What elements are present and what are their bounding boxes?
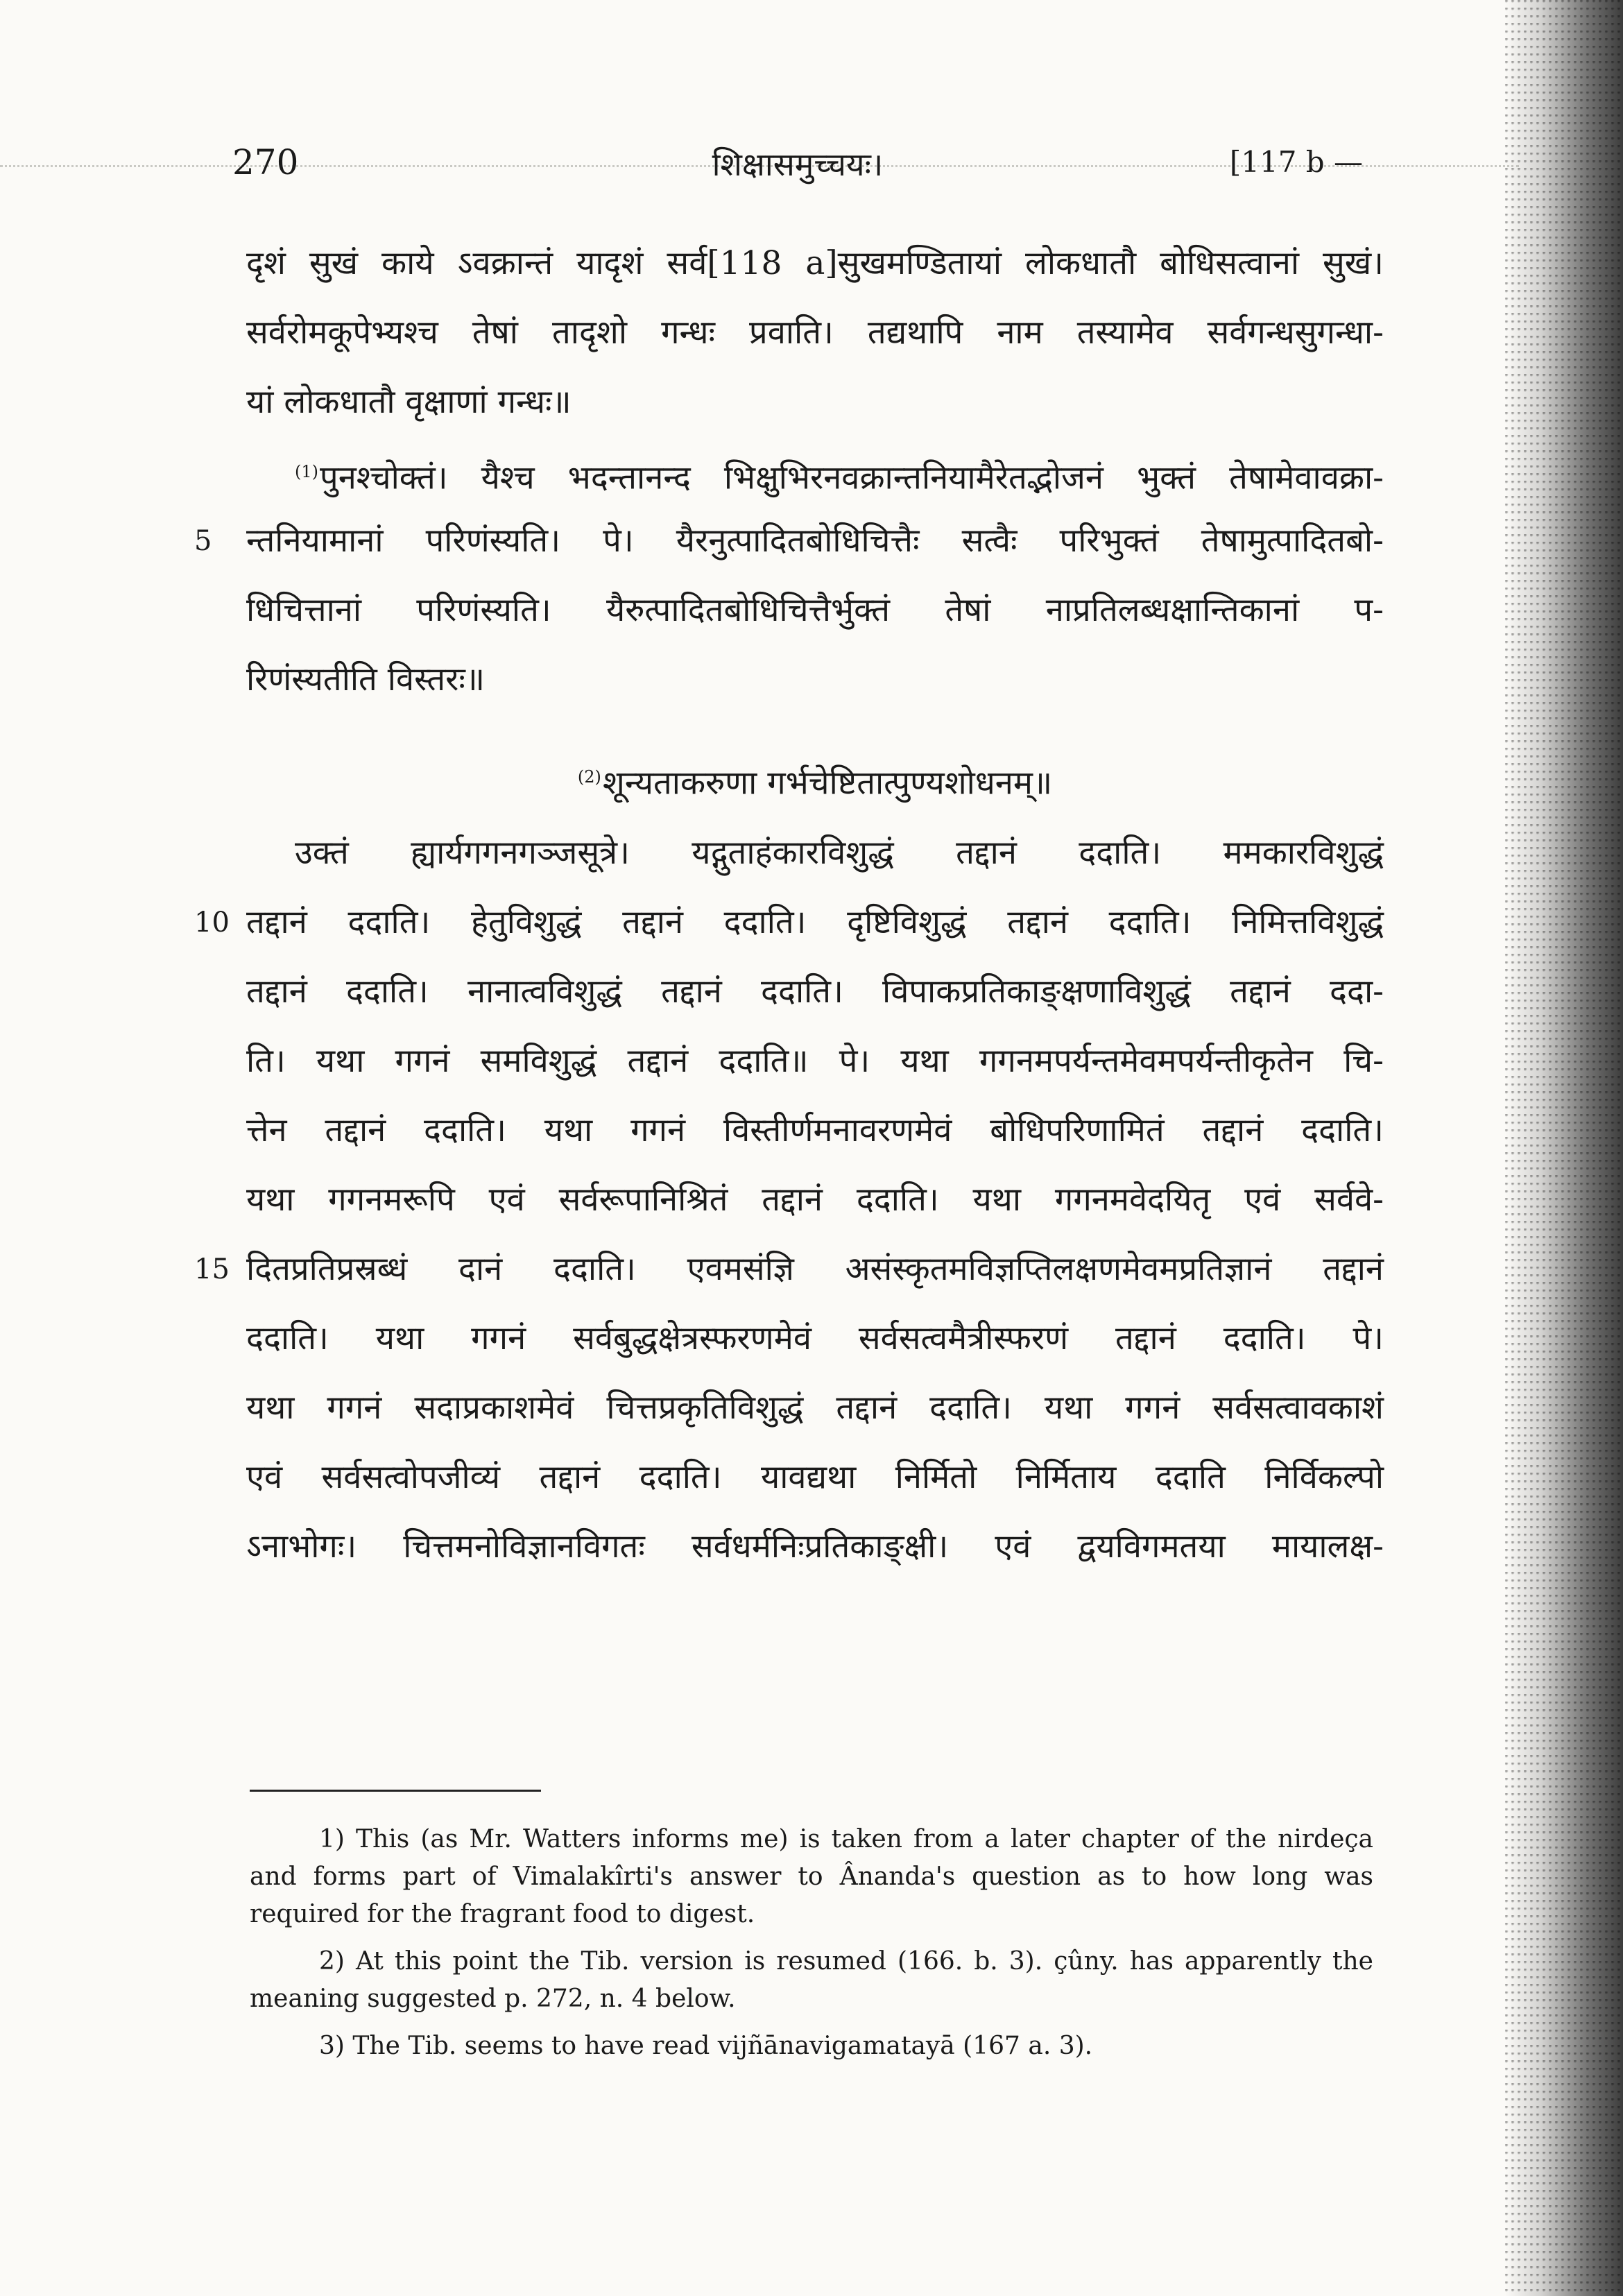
text-line — [246, 229, 1384, 298]
footnote-marker: (2) — [577, 767, 601, 787]
line-text: यथा गगनं सदाप्रकाशमेवं चित्तप्रकृतिविशुद्धं तद्दानं ददाति। यथा गगनं सर्वसत्वावकाशं — [246, 1389, 1384, 1427]
line-text: तद्दानं ददाति। हेतुविशुद्धं तद्दानं ददाति। दृष्टिविशुद्धं तद्दानं ददाति। निमित्तविशुद्धं — [246, 903, 1384, 941]
footnotes — [250, 1821, 1373, 2075]
text-line — [246, 576, 1384, 645]
line-number: 15 — [194, 1253, 230, 1285]
line-text: शून्यताकरुणा गर्भचेष्टितात्पुण्यशोधनम्॥ — [602, 764, 1053, 803]
text-line — [246, 437, 1384, 506]
section-gap — [246, 714, 1384, 735]
footnote-marker: (1) — [295, 462, 318, 481]
line-text: एवं सर्वसत्वोपजीव्यं तद्दानं ददाति। यावद्यथा निर्मितो निर्मिताय ददाति निर्विकल्पो — [246, 1458, 1384, 1496]
line-text: दृशं सुखं काये ऽवक्रान्तं यादृशं सर्व[118 a]सुखमण्डितायां लोकधातौ बोधिसत्वानां सुखं। — [246, 244, 1384, 282]
text-line — [246, 819, 1384, 888]
footnote: 2) At this point the Tib. version is resumed (166. b. 3). çûny. has apparently the meaning suggested p. 272, n. 4 below. — [250, 1947, 1373, 2013]
text-line — [246, 1512, 1384, 1582]
line-text: यां लोकधातौ वृक्षाणां गन्धः॥ — [246, 383, 572, 421]
text-line — [194, 506, 1384, 576]
text-line — [246, 1304, 1384, 1373]
text-line — [246, 1373, 1384, 1443]
text-line — [194, 1235, 1384, 1304]
text-line — [246, 298, 1384, 368]
line-text: रिणंस्यतीति विस्तरः॥ — [246, 660, 486, 699]
line-text: पुनश्चोक्तं। यैश्च भदन्तानन्द भिक्षुभिरनवक्रान्तनियामैरेतद्भोजनं भुक्तं तेषामेवावक्रा- — [320, 459, 1384, 497]
page-header — [232, 142, 1363, 191]
line-text: ददाति। यथा गगनं सर्वबुद्धक्षेत्रस्फरणमेवं सर्वसत्वमैत्रीस्फरणं तद्दानं ददाति। पे। — [246, 1319, 1384, 1357]
scan-edge-shadow — [1505, 0, 1623, 2296]
footnote-divider — [250, 1790, 541, 1792]
text-line — [246, 645, 1384, 714]
line-text: दितप्रतिप्रस्रब्धं दानं ददाति। एवमसंज्ञि असंस्कृतमविज्ञप्तिलक्षणमेवमप्रतिज्ञानं तद्दानं — [246, 1250, 1384, 1288]
footnote: 1) This (as Mr. Watters informs me) is taken from a later chapter of the nirdeça and forms part of Vimalakîrti's answer to Ânanda's question as to how long was required for the fragrant food to digest. — [250, 1825, 1373, 1928]
footnote: 3) The Tib. seems to have read vijñānavigamatayā (167 a. 3). — [319, 2032, 1093, 2060]
section-heading — [246, 735, 1384, 819]
line-number: 10 — [194, 907, 230, 939]
running-head: शिक्षासमुच्चयः। — [712, 146, 884, 183]
page-number: 270 — [232, 142, 299, 182]
line-text: तद्दानं ददाति। नानात्वविशुद्धं तद्दानं ददाति। विपाकप्रतिकाङ्क्षणाविशुद्धं तद्दानं ददा- — [246, 973, 1384, 1011]
text-line — [194, 888, 1384, 957]
text-line — [246, 1165, 1384, 1235]
line-number: 5 — [194, 525, 212, 557]
line-text: न्तनियामानां परिणंस्यति। पे। यैरनुत्पादितबोधिचित्तैः सत्वैः परिभुक्तं तेषामुत्पादितबो- — [246, 522, 1384, 560]
text-line — [246, 1443, 1384, 1512]
folio-reference: [117 b — — [1229, 145, 1363, 179]
text-line — [246, 368, 1384, 437]
text-line — [246, 1096, 1384, 1165]
main-text — [194, 229, 1384, 1582]
line-text: ऽनाभोगः। चित्तमनोविज्ञानविगतः सर्वधर्मनिःप्रतिकाङ्क्षी। एवं द्वयविगमतया मायालक्ष- — [246, 1527, 1384, 1566]
text-line — [246, 957, 1384, 1027]
line-text: धिचित्तानां परिणंस्यति। यैरुत्पादितबोधिचित्तैर्भुक्तं तेषां नाप्रतिलब्धक्षान्तिकानां प- — [246, 591, 1384, 629]
line-text: यथा गगनमरूपि एवं सर्वरूपानिश्रितं तद्दानं ददाति। यथा गगनमवेदयितृ एवं सर्ववे- — [246, 1181, 1384, 1219]
line-text: सर्वरोमकूपेभ्यश्च तेषां तादृशो गन्धः प्रवाति। तद्यथापि नाम तस्यामेव सर्वगन्धसुगन्धा- — [246, 314, 1384, 352]
line-text: उक्तं ह्यार्यगगनगञ्जसूत्रे। यद्गुताहंकारविशुद्धं तद्दानं ददाति। ममकारविशुद्धं — [295, 834, 1384, 872]
line-text: त्तेन तद्दानं ददाति। यथा गगनं विस्तीर्णमनावरणमेवं बोधिपरिणामितं तद्दानं ददाति। — [246, 1111, 1384, 1149]
text-line — [246, 1027, 1384, 1096]
line-text: ति। यथा गगनं समविशुद्धं तद्दानं ददाति॥ पे। यथा गगनमपर्यन्तमेवमपर्यन्तीकृतेन चि- — [246, 1042, 1384, 1080]
